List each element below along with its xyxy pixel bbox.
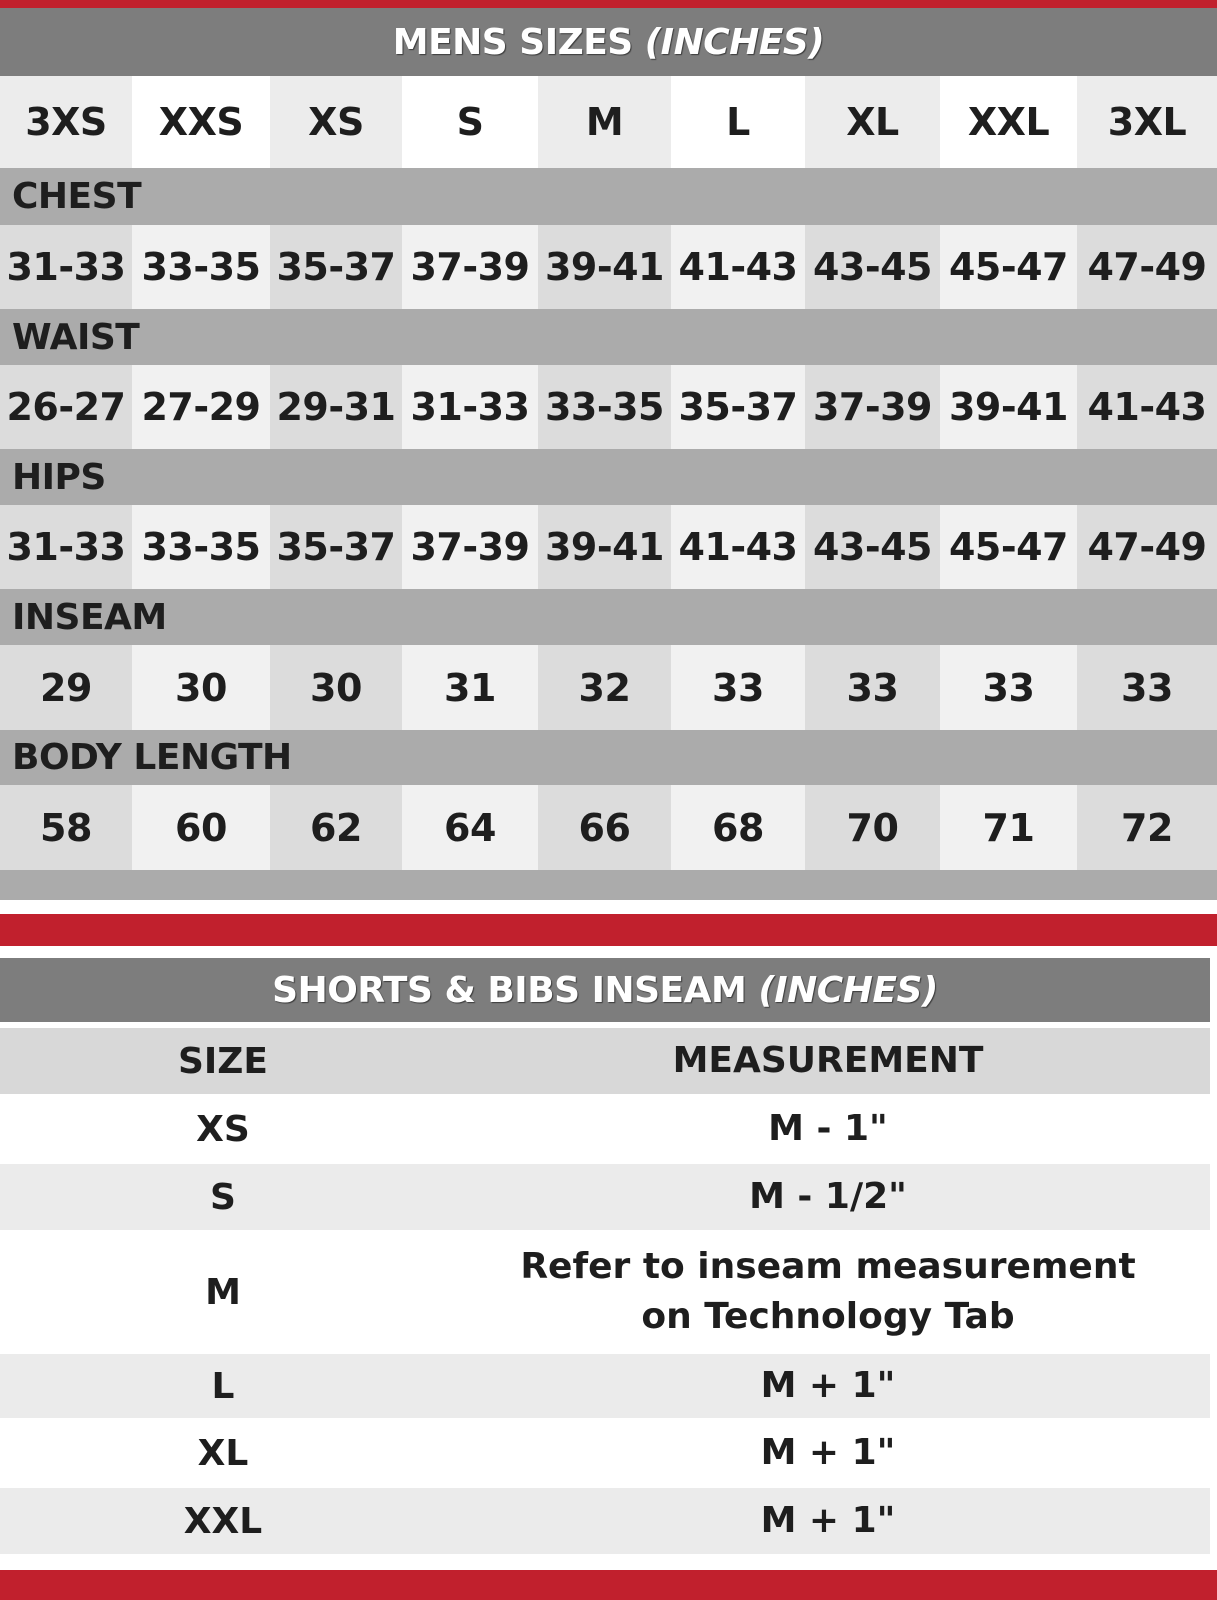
body-length-value-cell: 58 [0, 785, 132, 870]
chest-value-cell: 45-47 [940, 225, 1077, 309]
body-length-values-row [0, 785, 1217, 870]
hips-value-cell: 33-35 [132, 505, 270, 589]
hips-value-cell: 45-47 [940, 505, 1077, 589]
chest-value-cell: 39-41 [538, 225, 671, 309]
chest-value-cell: 41-43 [671, 225, 805, 309]
waist-value-cell: 26-27 [0, 365, 132, 449]
waist-label-row [0, 309, 1217, 365]
size-header-cell: XXS [132, 76, 270, 168]
inseam-value-cell: 33 [1077, 645, 1217, 730]
size-cell: L [211, 1365, 235, 1407]
body-length-label-row [0, 730, 1217, 785]
shorts-bibs-table [0, 1028, 1210, 1554]
chest-value-cell: 31-33 [0, 225, 132, 309]
shorts-bibs-header [0, 958, 1210, 1022]
mens-sizes-header [0, 8, 1217, 76]
mens-table-footer-bar [0, 870, 1217, 900]
body-length-value-cell: 68 [671, 785, 805, 870]
body-length-value-cell: 70 [805, 785, 940, 870]
shorts-bibs-unit: (INCHES) [758, 969, 938, 1011]
waist-value-cell: 33-35 [538, 365, 671, 449]
measurement-line: Refer to inseam measurement [520, 1246, 1136, 1287]
shorts-bibs-column-header [0, 1028, 1210, 1094]
hips-value-cell: 35-37 [270, 505, 402, 589]
body-length-value-cell: 60 [132, 785, 270, 870]
size-cell: XL [197, 1432, 249, 1474]
section-divider-red [0, 914, 1217, 946]
table-row [0, 1230, 1210, 1354]
hips-label: HIPS [12, 456, 106, 498]
size-cell: S [210, 1176, 236, 1218]
table-row [0, 1094, 1210, 1164]
measurement-cell: M + 1" [760, 1432, 896, 1473]
size-header-cell: L [671, 76, 805, 168]
table-row [0, 1164, 1210, 1230]
waist-value-cell: 31-33 [402, 365, 538, 449]
inseam-value-cell: 32 [538, 645, 671, 730]
size-cell: XS [196, 1108, 250, 1150]
hips-value-cell: 39-41 [538, 505, 671, 589]
column-header-size: SIZE [177, 1040, 269, 1082]
shorts-bibs-title: SHORTS & BIBS INSEAM [272, 969, 747, 1011]
body-length-value-cell: 71 [940, 785, 1077, 870]
size-header-cell: XXL [940, 76, 1077, 168]
waist-value-cell: 41-43 [1077, 365, 1217, 449]
size-cell: XXL [183, 1500, 263, 1542]
waist-values-row [0, 365, 1217, 449]
body-length-label: BODY LENGTH [12, 737, 292, 778]
inseam-value-cell: 30 [132, 645, 270, 730]
chest-values-row [0, 225, 1217, 309]
mens-sizes-title: MENS SIZES [392, 21, 633, 63]
hips-value-cell: 47-49 [1077, 505, 1217, 589]
inseam-value-cell: 31 [402, 645, 538, 730]
chest-value-cell: 43-45 [805, 225, 940, 309]
waist-value-cell: 35-37 [671, 365, 805, 449]
hips-value-cell: 41-43 [671, 505, 805, 589]
chest-label-row [0, 168, 1217, 225]
measurement-cell: M + 1" [760, 1365, 896, 1406]
measurement-cell: M - 1" [768, 1108, 888, 1149]
body-length-value-cell: 72 [1077, 785, 1217, 870]
inseam-values-row [0, 645, 1217, 730]
measurement-cell: M - 1/2" [749, 1176, 907, 1217]
hips-value-cell: 37-39 [402, 505, 538, 589]
hips-value-cell: 43-45 [805, 505, 940, 589]
inseam-value-cell: 33 [671, 645, 805, 730]
hips-value-cell: 31-33 [0, 505, 132, 589]
inseam-value-cell: 30 [270, 645, 402, 730]
inseam-label-row [0, 589, 1217, 645]
bottom-red-strip [0, 1570, 1217, 1600]
chest-value-cell: 37-39 [402, 225, 538, 309]
size-header-cell: XS [270, 76, 402, 168]
inseam-value-cell: 33 [805, 645, 940, 730]
measurement-cell [446, 1230, 1210, 1354]
column-header-measurement: MEASUREMENT [672, 1040, 984, 1081]
chest-value-cell: 35-37 [270, 225, 402, 309]
body-length-value-cell: 62 [270, 785, 402, 870]
size-header-cell: M [538, 76, 671, 168]
mens-sizes-unit: (INCHES) [644, 21, 825, 63]
chest-value-cell: 47-49 [1077, 225, 1217, 309]
waist-value-cell: 39-41 [940, 365, 1077, 449]
measurement-line: on Technology Tab [641, 1296, 1015, 1337]
inseam-label: INSEAM [12, 596, 167, 638]
size-cell: M [205, 1271, 241, 1313]
waist-value-cell: 29-31 [270, 365, 402, 449]
body-length-value-cell: 64 [402, 785, 538, 870]
size-header-cell: S [402, 76, 538, 168]
hips-label-row [0, 449, 1217, 505]
waist-value-cell: 37-39 [805, 365, 940, 449]
size-header-cell: XL [805, 76, 940, 168]
waist-value-cell: 27-29 [132, 365, 270, 449]
table-row [0, 1488, 1210, 1554]
size-header-cell: 3XS [0, 76, 132, 168]
hips-values-row [0, 505, 1217, 589]
waist-label: WAIST [12, 316, 140, 358]
measurement-cell: M + 1" [760, 1500, 896, 1541]
table-row [0, 1354, 1210, 1418]
body-length-value-cell: 66 [538, 785, 671, 870]
table-row [0, 1418, 1210, 1488]
top-red-strip [0, 0, 1217, 8]
mens-size-header-row [0, 76, 1217, 168]
inseam-value-cell: 33 [940, 645, 1077, 730]
chest-label: CHEST [12, 176, 142, 217]
chest-value-cell: 33-35 [132, 225, 270, 309]
size-header-cell: 3XL [1077, 76, 1217, 168]
inseam-value-cell: 29 [0, 645, 132, 730]
